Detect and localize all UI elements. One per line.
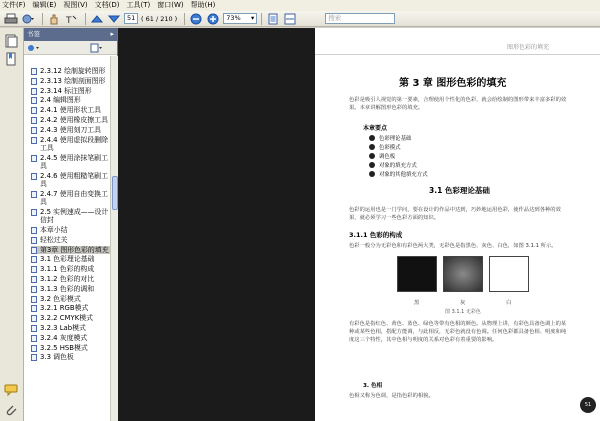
bookmark-label: 2.4.6 使用粗糙笔刷工具 — [40, 171, 108, 189]
bookmark-label: 3.2.2 CMYK模式 — [40, 314, 93, 323]
prev-page-icon[interactable] — [90, 13, 104, 25]
comments-icon[interactable] — [4, 383, 18, 397]
bookmark-label: 2.4.5 使用涂抹笔刷工具 — [40, 153, 108, 170]
bullet-icon — [369, 144, 375, 150]
bookmark-page-icon — [31, 191, 37, 198]
bookmark-page-icon — [31, 345, 37, 352]
key-point-label: 对象的填充方式 — [379, 163, 417, 169]
menu-document[interactable]: 文档(D) — [94, 1, 120, 9]
bookmark-label: 2.5 实例速成——设计信封 — [40, 207, 109, 225]
bookmark-label: 2.4.2 使用橡皮擦工具 — [40, 115, 108, 124]
bookmark-page-icon — [31, 68, 37, 75]
bookmark-item[interactable] — [31, 295, 110, 303]
bookmark-label: 2.4.4 使用虚拟段删除工具 — [40, 135, 108, 152]
svg-text:T: T — [66, 15, 72, 25]
bookmark-page-icon — [31, 237, 37, 244]
bookmarks-toolbar — [24, 41, 117, 55]
subheading-text: 色相又称为色调，是指色彩的相貌。 — [349, 393, 434, 399]
menu-window[interactable]: 窗口(W) — [157, 1, 184, 9]
section-title: 3.1 色彩理论基础 — [429, 186, 490, 195]
bookmark-page-icon — [31, 78, 37, 85]
bookmark-label: 3.1.3 色彩的调和 — [40, 284, 95, 293]
bookmark-page-icon — [31, 286, 37, 293]
key-point-item — [369, 170, 428, 178]
bookmark-label: 3.1.2 色彩的对比 — [40, 275, 95, 284]
key-point-item — [369, 152, 395, 160]
key-point-item — [369, 161, 417, 169]
bookmark-label: 2.3.12 绘制旋转图形 — [40, 67, 106, 75]
bookmarks-scrollbar[interactable] — [110, 56, 118, 421]
bookmark-item[interactable] — [31, 236, 110, 244]
bookmark-page-icon — [31, 354, 37, 361]
select-text-icon[interactable] — [64, 13, 78, 25]
bookmark-label: 3.2.3 Lab模式 — [40, 324, 86, 333]
bookmark-page-icon — [31, 315, 37, 322]
bookmark-page-icon — [31, 137, 37, 144]
bookmark-page-icon — [31, 97, 37, 104]
bookmark-label: 2.3.13 绘制剖面图形 — [40, 76, 106, 85]
bookmark-item[interactable] — [31, 77, 110, 85]
bookmark-page-icon — [31, 256, 37, 263]
bookmark-page-icon — [31, 335, 37, 342]
bookmark-item[interactable] — [31, 324, 110, 332]
chevron-down-icon: ▾ — [250, 14, 255, 22]
menu-tools[interactable]: 工具(T) — [126, 1, 151, 9]
bookmark-item[interactable] — [31, 285, 110, 293]
search-input[interactable]: 搜索 — [325, 13, 395, 24]
toolbar — [0, 11, 600, 27]
menu-help[interactable]: 帮助(H) — [190, 1, 216, 9]
bookmark-label: 3.3 调色板 — [40, 353, 74, 362]
bookmark-item[interactable] — [31, 126, 110, 134]
page-number-field[interactable]: 51 — [124, 13, 138, 24]
bookmarks-panel-title: 书签 — [27, 30, 40, 38]
document-page — [315, 28, 600, 421]
bookmark-item[interactable] — [31, 67, 110, 75]
bookmark-page-icon — [31, 247, 37, 254]
bookmark-item[interactable] — [31, 255, 110, 263]
key-point-label: 对象的其他填充方式 — [379, 172, 428, 178]
bookmark-page-icon — [31, 325, 37, 332]
key-point-item — [369, 134, 411, 142]
bookmark-label: 第3章 图形色彩的填充 — [40, 245, 109, 254]
page-total-label: ( 61 / 210 ) — [141, 14, 178, 23]
chapter-intro: 色彩是吸引人视觉的第一要素，合理使用个性化的色彩，就会给绘制的图形带来丰富多彩的效果。本章讲解图形色彩的填充。 — [349, 97, 567, 111]
gray-swatch — [443, 256, 483, 292]
white-swatch — [489, 256, 529, 292]
bookmark-item[interactable] — [31, 87, 110, 95]
hand-tool-icon[interactable] — [47, 13, 61, 25]
zoom-in-icon[interactable] — [206, 13, 220, 25]
bookmark-page-icon — [31, 88, 37, 95]
toolbar-separator — [85, 13, 86, 25]
menu-bar — [0, 0, 600, 11]
previous-page-edge — [118, 28, 315, 421]
bookmark-page-icon — [31, 296, 37, 303]
zoom-out-icon[interactable] — [189, 13, 203, 25]
bookmark-item[interactable] — [31, 136, 110, 153]
bookmark-item[interactable] — [31, 353, 110, 361]
bullet-icon — [369, 171, 375, 177]
bookmark-page-icon — [31, 173, 37, 180]
bookmark-page-icon — [31, 117, 37, 124]
bullet-icon — [369, 162, 375, 168]
body-paragraph: 有彩色是指红色、黄色、蓝色、绿色等带有色相的颜色。从物理上讲，有彩色具备色调上的某种或某些色相，搭配方能调，与此相反，无彩色就没有色调。任何色彩都具备色相、明度和纯度这三个特性，其中色相与明度的关系对色彩有着重要的影响。 — [349, 321, 567, 343]
key-point-item — [369, 143, 401, 151]
bookmark-label: 本章小结 — [40, 226, 68, 235]
bookmark-item[interactable] — [31, 226, 110, 234]
bookmark-item[interactable] — [31, 116, 110, 124]
subsection-text: 色彩一般分为无彩色和有彩色两大类，无彩色是指黑色、灰色、白色，如图 3.1.1 所示。 — [349, 243, 557, 249]
menu-file[interactable]: 文件(F) — [2, 1, 26, 9]
bookmark-page-icon — [31, 155, 37, 162]
bookmark-label: 2.4 编辑图形 — [40, 96, 81, 105]
print-icon[interactable] — [4, 13, 18, 25]
attachments-icon[interactable] — [4, 403, 18, 417]
menu-view[interactable]: 视图(V) — [63, 1, 88, 9]
bookmark-item[interactable] — [31, 314, 110, 322]
bookmark-item[interactable] — [31, 275, 110, 283]
bookmark-page-icon — [31, 305, 37, 312]
pages-panel-icon[interactable] — [4, 34, 18, 48]
bullet-icon — [369, 135, 375, 141]
toolbar-separator — [42, 13, 43, 25]
fit-width-icon[interactable] — [283, 13, 297, 25]
bookmark-item[interactable] — [31, 208, 110, 225]
bookmark-list — [24, 67, 110, 421]
bookmark-item[interactable] — [31, 106, 110, 114]
bookmarks-panel — [24, 28, 118, 421]
page-header: 图形色彩的填充 — [507, 44, 550, 51]
page-number-badge: 51 — [580, 397, 596, 413]
header-rule — [315, 54, 600, 55]
bookmark-label: 3.1 色彩理论基础 — [40, 255, 95, 264]
tools-dropdown-icon[interactable] — [21, 13, 35, 25]
bookmark-options-icon[interactable] — [27, 43, 41, 53]
subsection-title: 3.1.1 色彩的构成 — [349, 231, 403, 239]
bookmark-item[interactable] — [31, 344, 110, 352]
bookmark-label: 3.2.4 灰度模式 — [40, 333, 88, 342]
document-area — [118, 28, 600, 421]
toolbar-separator — [184, 13, 185, 25]
bookmark-label: 3.2.1 RGB模式 — [40, 304, 89, 313]
expand-bookmark-icon[interactable] — [90, 43, 104, 53]
close-icon[interactable]: ▸ — [110, 30, 114, 38]
swatch-label: 白 — [506, 300, 512, 306]
bookmark-item[interactable] — [31, 96, 110, 104]
zoom-level-value: 73% — [226, 14, 241, 22]
section-intro: 色彩的运用也是一门学问，要在设计的作品中达到，巧妙地运用色彩，使作品达到各种的效果，就必须学习一些色彩方面的知识。 — [349, 207, 561, 221]
zoom-level-select[interactable] — [223, 13, 257, 24]
bookmark-page-icon — [31, 276, 37, 283]
bookmark-label: 2.4.3 使用刻刀工具 — [40, 125, 102, 134]
bookmark-page-icon — [31, 266, 37, 273]
bookmark-item[interactable] — [31, 246, 110, 254]
bookmark-page-icon — [31, 227, 37, 234]
bookmark-item[interactable] — [31, 304, 110, 312]
fit-page-icon[interactable] — [266, 13, 280, 25]
black-swatch — [397, 256, 437, 292]
chapter-title: 第 3 章 图形色彩的填充 — [399, 78, 507, 89]
bookmark-item[interactable] — [31, 172, 110, 189]
bullet-icon — [369, 153, 375, 159]
bookmark-item[interactable] — [31, 334, 110, 342]
bookmark-label: 2.4.7 使用自由变换工具 — [40, 189, 108, 207]
bookmarks-panel-icon[interactable] — [4, 52, 18, 66]
bookmark-page-icon — [31, 127, 37, 134]
subheading: 3. 色相 — [363, 383, 383, 389]
bookmark-label: 3.2.5 HSB模式 — [40, 343, 88, 352]
figure-caption: 图 3.1.1 无彩色 — [445, 309, 481, 315]
key-point-label: 调色板 — [379, 154, 396, 160]
bookmark-label: 2.3.14 标注图形 — [40, 86, 92, 95]
bookmark-item[interactable] — [31, 265, 110, 273]
bookmark-label: 3.2 色彩模式 — [40, 294, 81, 303]
swatch-label: 黑 — [414, 300, 420, 306]
bookmark-item[interactable] — [31, 154, 110, 171]
swatch-label: 灰 — [460, 300, 466, 306]
bookmark-label: 3.1.1 色彩的构成 — [40, 265, 95, 274]
bookmarks-panel-header — [24, 28, 117, 41]
bookmark-page-icon — [31, 209, 37, 216]
navigation-rail — [0, 28, 24, 421]
bookmark-label: 2.4.1 使用形状工具 — [40, 106, 102, 115]
toolbar-separator — [261, 13, 262, 25]
key-point-label: 色彩理论基础 — [379, 136, 412, 142]
bookmark-item[interactable] — [31, 190, 110, 207]
bookmark-label: 轻松过关 — [40, 235, 68, 244]
key-point-label: 色彩模式 — [379, 145, 401, 151]
key-points-title: 本章要点 — [363, 125, 388, 132]
next-page-icon[interactable] — [107, 13, 121, 25]
menu-edit[interactable]: 编辑(E) — [32, 1, 57, 9]
bookmark-page-icon — [31, 107, 37, 114]
